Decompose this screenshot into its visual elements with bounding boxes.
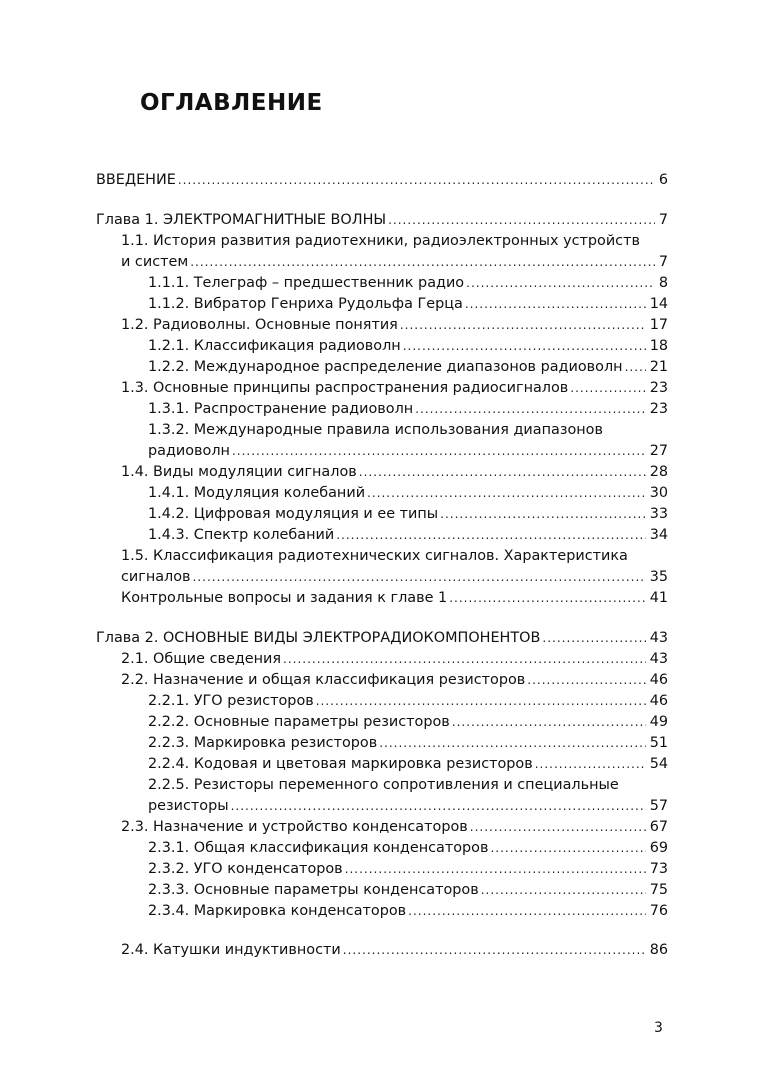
dot-leader [465, 294, 646, 315]
toc-entry-section-2-4[interactable] [121, 940, 668, 961]
toc-entry-subsection-1-2-2[interactable] [148, 357, 668, 378]
toc-entry-page: 51 [649, 735, 668, 751]
toc-entry-page: 27 [649, 443, 668, 459]
dot-leader [345, 859, 646, 880]
toc-entry-section-2-2[interactable] [121, 670, 668, 691]
dot-leader [336, 525, 645, 546]
toc-entry-label: 1.5. Классификация радиотехнических сигналов. Характеристика [121, 548, 628, 564]
toc-entry-label-continued: и систем [121, 254, 189, 270]
toc-entry-page: 33 [649, 506, 668, 522]
toc-entry-page: 23 [649, 401, 668, 417]
toc-entry-page: 67 [649, 819, 668, 835]
toc-entry-label: 1.2.2. Международное распределение диапазонов радиоволн [148, 359, 623, 375]
toc-entry-subsection-1-2-1[interactable] [148, 336, 668, 357]
toc-entry-page: 35 [649, 569, 668, 585]
dot-leader [379, 733, 645, 754]
toc-entry-page: 43 [649, 630, 668, 646]
toc-entry-page: 46 [649, 693, 668, 709]
toc-entry-page: 57 [649, 798, 668, 814]
dot-leader [408, 901, 646, 922]
dot-leader [452, 712, 646, 733]
toc-entry-subsection-2-2-1[interactable] [148, 691, 668, 712]
toc-entry-label: 1.3.1. Распространение радиоволн [148, 401, 414, 417]
toc-entry-section-1-5[interactable] [121, 567, 668, 588]
dot-leader [367, 483, 646, 504]
toc-entry-label: ВВЕДЕНИЕ [96, 172, 176, 188]
toc-entry-section-1-3[interactable] [121, 378, 668, 399]
dot-leader [231, 796, 646, 817]
toc-entry-subsection-2-2-3[interactable] [148, 733, 668, 754]
toc-entry-page: 69 [649, 840, 668, 856]
toc-entry-page: 7 [658, 254, 668, 270]
toc-entry-label: 2.3.3. Основные параметры конденсаторов [148, 882, 479, 898]
toc-entry-label: 1.4.1. Модуляция колебаний [148, 485, 366, 501]
toc-entry-section-1-1[interactable] [121, 252, 668, 273]
toc-entry-page: 7 [658, 212, 668, 228]
toc-entry-page: 46 [649, 672, 668, 688]
toc-entry-section-2-3[interactable] [121, 817, 668, 838]
toc-entry-label: 1.3. Основные принципы распространения радиосигналов [121, 380, 569, 396]
toc-entry-subsection-2-3-4[interactable] [148, 901, 668, 922]
toc-entry-page: 86 [649, 942, 668, 958]
toc-entry-label-continued: резисторы [148, 798, 229, 814]
toc-entry-page: 21 [649, 359, 668, 375]
toc-entry-section-1-4[interactable] [121, 462, 668, 483]
dot-leader [535, 754, 646, 775]
toc-entry-subsection-1-4-2[interactable] [148, 504, 668, 525]
toc-entry-subsection-2-2-5[interactable] [148, 796, 668, 817]
toc-entry-label: 2.2.3. Маркировка резисторов [148, 735, 378, 751]
toc-entry-page: 30 [649, 485, 668, 501]
toc-entry-label-continued: радиоволн [148, 443, 230, 459]
toc-entry-label: Глава 1. ЭЛЕКТРОМАГНИТНЫЕ ВОЛНЫ [96, 212, 387, 228]
toc-entry-subsection-2-3-2[interactable] [148, 859, 668, 880]
toc-entry-subsection-2-2-4[interactable] [148, 754, 668, 775]
toc-entry-page: 14 [649, 296, 668, 312]
dot-leader [283, 649, 646, 670]
dot-leader [570, 378, 645, 399]
toc-entry-page: 28 [649, 464, 668, 480]
toc-entry-page: 23 [649, 380, 668, 396]
toc-entry-label: Глава 2. ОСНОВНЫЕ ВИДЫ ЭЛЕКТРОРАДИОКОМПОНЕНТОВ [96, 630, 541, 646]
dot-leader [190, 252, 655, 273]
toc-entry-subsection-1-1-2[interactable] [148, 294, 668, 315]
dot-leader [440, 504, 646, 525]
toc-entry-label: 2.3.2. УГО конденсаторов [148, 861, 343, 877]
dot-leader [490, 838, 645, 859]
page-number: 3 [654, 1020, 663, 1036]
toc-entry-label: 2.2. Назначение и общая классификация резисторов [121, 672, 526, 688]
toc-entry-page: 75 [649, 882, 668, 898]
toc-entry-introduction[interactable] [96, 170, 668, 191]
dot-leader [316, 691, 646, 712]
toc-entry-subsection-2-2-2[interactable] [148, 712, 668, 733]
toc-entry-label: 2.4. Катушки индуктивности [121, 942, 341, 958]
dot-leader [466, 273, 655, 294]
toc-entry-subsection-1-4-3[interactable] [148, 525, 668, 546]
toc-entry-label: 1.1.2. Вибратор Генриха Рудольфа Герца [148, 296, 463, 312]
dot-leader [232, 441, 646, 462]
toc-entry-label: 2.1. Общие сведения [121, 651, 282, 667]
dot-leader [527, 670, 645, 691]
toc-entry-subsection-1-3-1[interactable] [148, 399, 668, 420]
dot-leader [178, 170, 655, 191]
dot-leader [449, 588, 646, 609]
toc-entry-subsection-1-4-1[interactable] [148, 483, 668, 504]
dot-leader [481, 880, 646, 901]
toc-entry-page: 43 [649, 651, 668, 667]
toc-entry-label: 2.2.2. Основные параметры резисторов [148, 714, 450, 730]
dot-leader [542, 628, 645, 649]
dot-leader [359, 462, 646, 483]
toc-entry-page: 18 [649, 338, 668, 354]
toc-entry-section-1-2[interactable] [121, 315, 668, 336]
toc-entry-label: 2.3.4. Маркировка конденсаторов [148, 903, 407, 919]
toc-entry-chapter-2[interactable] [96, 628, 668, 649]
toc-entry-label: 1.4. Виды модуляции сигналов [121, 464, 357, 480]
dot-leader [193, 567, 646, 588]
dot-leader [470, 817, 646, 838]
toc-entry-page: 17 [649, 317, 668, 333]
toc-entry-label: 2.2.4. Кодовая и цветовая маркировка резисторов [148, 756, 533, 772]
toc-entry-review-questions-1[interactable] [121, 588, 668, 609]
toc-entry-label-continued: сигналов [121, 569, 191, 585]
toc-entry-section-2-1[interactable] [121, 649, 668, 670]
dot-leader [388, 210, 655, 231]
toc-entry-page: 76 [649, 903, 668, 919]
toc-entry-label: 2.2.5. Резисторы переменного сопротивления и специальные [148, 777, 619, 793]
toc-entry-label: 1.2.1. Классификация радиоволн [148, 338, 401, 354]
toc-entry-label: 1.4.2. Цифровая модуляция и ее типы [148, 506, 439, 522]
toc-entry-page: 73 [649, 861, 668, 877]
toc-entry-subsection-1-1-1[interactable] [148, 273, 668, 294]
toc-entry-label: 1.2. Радиоволны. Основные понятия [121, 317, 398, 333]
toc-entry-label: 2.3.1. Общая классификация конденсаторов [148, 840, 489, 856]
page-title: ОГЛАВЛЕНИЕ [140, 90, 323, 116]
toc-entry-label: 1.1. История развития радиотехники, радиоэлектронных устройств [121, 233, 640, 249]
toc-entry-subsection-2-3-3[interactable] [148, 880, 668, 901]
dot-leader [625, 357, 646, 378]
dot-leader [403, 336, 646, 357]
toc-entry-label: 1.3.2. Международные правила использования диапазонов [148, 422, 603, 438]
toc-entry-subsection-1-3-2[interactable] [148, 441, 668, 462]
toc-entry-page: 41 [649, 590, 668, 606]
toc-entry-page: 54 [649, 756, 668, 772]
toc-entry-page: 49 [649, 714, 668, 730]
dot-leader [400, 315, 646, 336]
toc-entry-subsection-2-3-1[interactable] [148, 838, 668, 859]
toc-entry-page: 8 [658, 275, 668, 291]
toc-entry-chapter-1[interactable] [96, 210, 668, 231]
toc-entry-page: 34 [649, 527, 668, 543]
toc-entry-label: 1.1.1. Телеграф – предшественник радио [148, 275, 465, 291]
toc-entry-label: 2.2.1. УГО резисторов [148, 693, 314, 709]
toc-entry-label: Контрольные вопросы и задания к главе 1 [121, 590, 448, 606]
toc-entry-page: 6 [658, 172, 668, 188]
dot-leader [343, 940, 646, 961]
dot-leader [415, 399, 646, 420]
toc-entry-label: 2.3. Назначение и устройство конденсаторов [121, 819, 468, 835]
toc-entry-label: 1.4.3. Спектр колебаний [148, 527, 335, 543]
